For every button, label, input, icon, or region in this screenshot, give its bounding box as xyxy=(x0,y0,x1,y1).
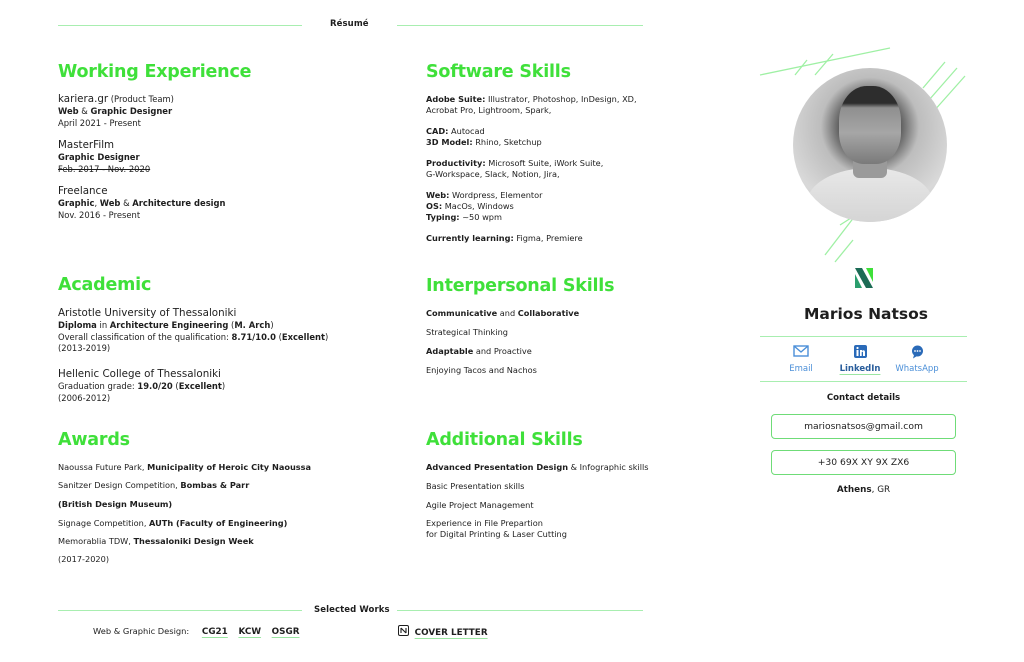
list-item: Naoussa Future Park, Municipality of Heroic City Naoussa xyxy=(58,462,312,472)
job-masterfilm: MasterFilm Graphic Designer Feb. 2017 - Nov. 2020 xyxy=(58,139,151,174)
list-item: Communicative and Collaborative xyxy=(426,308,580,318)
work-link-osgr[interactable]: OSGR xyxy=(271,627,300,637)
profile-name: Marios Natsos xyxy=(803,305,929,323)
list-item: Strategical Thinking xyxy=(426,327,508,337)
header-rule-right xyxy=(397,25,643,26)
sidebar-rule-bottom xyxy=(760,381,967,382)
mail-icon xyxy=(793,345,809,357)
list-item: (2017-2020) xyxy=(58,554,110,564)
interpersonal-skills-heading: Interpersonal Skills xyxy=(426,276,615,296)
notion-icon xyxy=(398,625,409,636)
work-link-kcw[interactable]: KCW xyxy=(238,627,262,637)
additional-skills-heading: Additional Skills xyxy=(426,430,583,450)
location: Athens, GR xyxy=(836,485,891,495)
list-item: Enjoying Tacos and Nachos xyxy=(426,365,537,375)
job-freelance: Freelance Graphic, Web & Architecture design Nov. 2016 - Present xyxy=(58,185,226,220)
list-item: Agile Project Management xyxy=(426,500,534,510)
job-org: Freelance xyxy=(58,185,108,197)
awards-heading: Awards xyxy=(58,430,130,450)
academic-heading: Academic xyxy=(58,275,152,295)
contact-details-heading: Contact details xyxy=(826,393,901,403)
list-item: for Digital Printing & Laser Cutting xyxy=(426,529,567,539)
linkedin-icon xyxy=(854,345,867,358)
list-item: Advanced Presentation Design & Infographic skills xyxy=(426,462,649,472)
work-link-cg21[interactable]: CG21 xyxy=(201,627,228,637)
resume-title: Résumé xyxy=(330,19,369,29)
academic-auth: Aristotle University of Thessaloniki Diploma in Architecture Engineering (M. Arch) Overall classification of the qualification: 8.71/10.0 (Excellent) (2013-2019) xyxy=(58,307,329,353)
logo-icon xyxy=(853,267,875,289)
header-rule-left xyxy=(58,25,302,26)
list-item: Basic Presentation skills xyxy=(426,481,525,491)
sidebar-rule-top xyxy=(760,336,967,337)
list-item: Sanitzer Design Competition, Bombas & Parr xyxy=(58,480,250,490)
footer-rule-left xyxy=(58,610,302,611)
linkedin-link[interactable]: LinkedIn xyxy=(830,345,890,374)
works-row: Web & Graphic Design: CG21 KCW OSGR xyxy=(93,626,300,637)
email-field[interactable]: mariosnatsos@gmail.com xyxy=(771,414,956,439)
job-org: MasterFilm xyxy=(58,139,115,151)
job-dates: April 2021 - Present xyxy=(58,117,141,128)
chat-bubble-icon xyxy=(911,345,924,359)
list-item: Adaptable and Proactive xyxy=(426,346,532,356)
list-item: (British Design Museum) xyxy=(58,499,173,509)
footer-rule-right xyxy=(397,610,643,611)
job-dates: Nov. 2016 - Present xyxy=(58,209,141,220)
cover-letter-link[interactable]: COVER LETTER xyxy=(398,625,496,638)
software-skills-heading: Software Skills xyxy=(426,62,571,82)
list-item: Signage Competition, AUTh (Faculty of Engineering) xyxy=(58,518,288,528)
selected-works-heading: Selected Works xyxy=(314,605,390,615)
job-dates: Feb. 2017 - Nov. 2020 xyxy=(58,163,151,174)
list-item: Experience in File Prepartion xyxy=(426,518,543,528)
profile-photo xyxy=(793,68,947,222)
email-link[interactable]: Email xyxy=(771,345,831,374)
working-experience-heading: Working Experience xyxy=(58,62,252,82)
job-org: kariera.gr xyxy=(58,93,109,105)
academic-hellenic: Hellenic College of Thessaloniki Graduation grade: 19.0/20 (Excellent) (2006-2012) xyxy=(58,368,226,403)
job-kariera: kariera.gr (Product Team) Web & Graphic Designer April 2021 - Present xyxy=(58,93,174,128)
list-item: Memorablia TDW, Thessaloniki Design Week xyxy=(58,536,254,546)
phone-field[interactable]: +30 69X XY 9X ZX6 xyxy=(771,450,956,475)
whatsapp-link[interactable]: WhatsApp xyxy=(887,345,947,374)
